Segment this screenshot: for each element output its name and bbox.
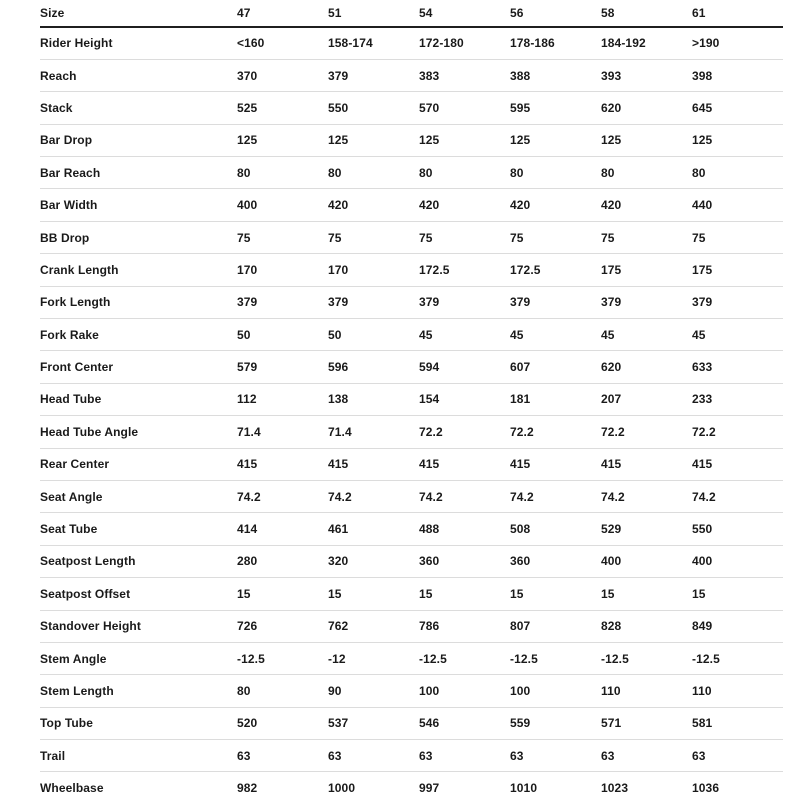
- cell-value: 90: [328, 675, 419, 707]
- cell-value: 71.4: [237, 416, 328, 448]
- cell-value: 80: [237, 157, 328, 189]
- cell-value: -12.5: [601, 642, 692, 674]
- row-label: Stack: [40, 92, 237, 124]
- cell-value: <160: [237, 27, 328, 59]
- cell-value: 595: [510, 92, 601, 124]
- cell-value: 633: [692, 351, 783, 383]
- cell-value: 607: [510, 351, 601, 383]
- cell-value: 400: [692, 545, 783, 577]
- cell-value: 172.5: [510, 254, 601, 286]
- cell-value: 420: [328, 189, 419, 221]
- cell-value: 620: [601, 92, 692, 124]
- cell-value: 125: [419, 124, 510, 156]
- cell-value: 75: [601, 221, 692, 253]
- cell-value: 75: [328, 221, 419, 253]
- table-row: [40, 351, 783, 383]
- cell-value: 570: [419, 92, 510, 124]
- cell-value: 581: [692, 707, 783, 739]
- cell-value: 125: [328, 124, 419, 156]
- row-label: Fork Length: [40, 286, 237, 318]
- cell-value: 63: [328, 740, 419, 772]
- cell-value: 72.2: [419, 416, 510, 448]
- row-label: Wheelbase: [40, 772, 237, 800]
- table-header: [40, 0, 783, 27]
- cell-value: 420: [419, 189, 510, 221]
- row-label: Seat Tube: [40, 513, 237, 545]
- cell-value: 110: [692, 675, 783, 707]
- cell-value: 63: [419, 740, 510, 772]
- cell-value: 72.2: [601, 416, 692, 448]
- table-row: [40, 448, 783, 480]
- cell-value: 75: [510, 221, 601, 253]
- cell-value: 63: [237, 740, 328, 772]
- cell-value: 415: [692, 448, 783, 480]
- table-row: [40, 189, 783, 221]
- column-header: 54: [419, 0, 510, 27]
- cell-value: 1023: [601, 772, 692, 800]
- cell-value: 420: [601, 189, 692, 221]
- cell-value: 415: [419, 448, 510, 480]
- cell-value: 75: [692, 221, 783, 253]
- cell-value: 80: [419, 157, 510, 189]
- cell-value: 360: [510, 545, 601, 577]
- cell-value: 45: [692, 319, 783, 351]
- cell-value: 15: [601, 578, 692, 610]
- cell-value: 184-192: [601, 27, 692, 59]
- cell-value: 828: [601, 610, 692, 642]
- cell-value: 74.2: [419, 480, 510, 512]
- cell-value: 414: [237, 513, 328, 545]
- row-label: Fork Rake: [40, 319, 237, 351]
- table-row: [40, 707, 783, 739]
- cell-value: 74.2: [328, 480, 419, 512]
- cell-value: 379: [419, 286, 510, 318]
- cell-value: 379: [510, 286, 601, 318]
- cell-value: 415: [601, 448, 692, 480]
- cell-value: 233: [692, 383, 783, 415]
- cell-value: 1010: [510, 772, 601, 800]
- row-label: BB Drop: [40, 221, 237, 253]
- cell-value: 15: [692, 578, 783, 610]
- cell-value: >190: [692, 27, 783, 59]
- table-row: [40, 675, 783, 707]
- table-row: [40, 92, 783, 124]
- table-row: [40, 578, 783, 610]
- table-row: [40, 124, 783, 156]
- cell-value: 74.2: [510, 480, 601, 512]
- cell-value: 125: [601, 124, 692, 156]
- cell-value: -12.5: [692, 642, 783, 674]
- cell-value: 546: [419, 707, 510, 739]
- cell-value: 45: [419, 319, 510, 351]
- cell-value: 158-174: [328, 27, 419, 59]
- cell-value: 379: [237, 286, 328, 318]
- cell-value: 997: [419, 772, 510, 800]
- cell-value: 15: [237, 578, 328, 610]
- table-row: [40, 513, 783, 545]
- cell-value: 400: [601, 545, 692, 577]
- cell-value: 63: [601, 740, 692, 772]
- cell-value: 110: [601, 675, 692, 707]
- cell-value: 72.2: [692, 416, 783, 448]
- cell-value: 550: [328, 92, 419, 124]
- cell-value: 400: [237, 189, 328, 221]
- cell-value: 529: [601, 513, 692, 545]
- cell-value: 393: [601, 59, 692, 91]
- column-header: 47: [237, 0, 328, 27]
- cell-value: 50: [328, 319, 419, 351]
- table-row: [40, 254, 783, 286]
- cell-value: 50: [237, 319, 328, 351]
- table-row: [40, 383, 783, 415]
- cell-value: 207: [601, 383, 692, 415]
- cell-value: 550: [692, 513, 783, 545]
- cell-value: 170: [328, 254, 419, 286]
- cell-value: 849: [692, 610, 783, 642]
- cell-value: 63: [510, 740, 601, 772]
- cell-value: 537: [328, 707, 419, 739]
- table-row: [40, 610, 783, 642]
- cell-value: 75: [237, 221, 328, 253]
- row-label: Seat Angle: [40, 480, 237, 512]
- cell-value: 508: [510, 513, 601, 545]
- cell-value: 125: [237, 124, 328, 156]
- cell-value: -12: [328, 642, 419, 674]
- column-header: 61: [692, 0, 783, 27]
- column-header: 56: [510, 0, 601, 27]
- row-label: Seatpost Length: [40, 545, 237, 577]
- cell-value: 807: [510, 610, 601, 642]
- cell-value: 125: [510, 124, 601, 156]
- row-label: Seatpost Offset: [40, 578, 237, 610]
- cell-value: 280: [237, 545, 328, 577]
- cell-value: 559: [510, 707, 601, 739]
- row-label: Crank Length: [40, 254, 237, 286]
- table-row: [40, 221, 783, 253]
- table-row: [40, 545, 783, 577]
- cell-value: 571: [601, 707, 692, 739]
- table-row: [40, 27, 783, 59]
- cell-value: 80: [601, 157, 692, 189]
- row-label: Front Center: [40, 351, 237, 383]
- cell-value: 645: [692, 92, 783, 124]
- cell-value: 75: [419, 221, 510, 253]
- row-label: Stem Angle: [40, 642, 237, 674]
- cell-value: 420: [510, 189, 601, 221]
- header-row: [40, 0, 783, 27]
- cell-value: 71.4: [328, 416, 419, 448]
- row-label: Bar Width: [40, 189, 237, 221]
- cell-value: 100: [419, 675, 510, 707]
- row-label: Top Tube: [40, 707, 237, 739]
- cell-value: 172-180: [419, 27, 510, 59]
- cell-value: 786: [419, 610, 510, 642]
- cell-value: 74.2: [237, 480, 328, 512]
- cell-value: 415: [510, 448, 601, 480]
- cell-value: 360: [419, 545, 510, 577]
- column-header: 58: [601, 0, 692, 27]
- table-body: [40, 27, 783, 800]
- cell-value: 379: [328, 286, 419, 318]
- cell-value: 594: [419, 351, 510, 383]
- row-label: Rider Height: [40, 27, 237, 59]
- cell-value: 72.2: [510, 416, 601, 448]
- cell-value: 15: [419, 578, 510, 610]
- cell-value: 80: [237, 675, 328, 707]
- cell-value: 488: [419, 513, 510, 545]
- cell-value: 379: [692, 286, 783, 318]
- cell-value: 415: [237, 448, 328, 480]
- cell-value: 982: [237, 772, 328, 800]
- cell-value: 520: [237, 707, 328, 739]
- cell-value: 579: [237, 351, 328, 383]
- cell-value: 63: [692, 740, 783, 772]
- cell-value: 80: [692, 157, 783, 189]
- row-label: Standover Height: [40, 610, 237, 642]
- table-row: [40, 157, 783, 189]
- table-row: [40, 642, 783, 674]
- cell-value: 175: [692, 254, 783, 286]
- cell-value: -12.5: [510, 642, 601, 674]
- cell-value: 175: [601, 254, 692, 286]
- cell-value: 170: [237, 254, 328, 286]
- column-header-size: Size: [40, 0, 237, 27]
- cell-value: 596: [328, 351, 419, 383]
- cell-value: 762: [328, 610, 419, 642]
- cell-value: 80: [328, 157, 419, 189]
- table-row: [40, 416, 783, 448]
- cell-value: 379: [601, 286, 692, 318]
- cell-value: 45: [510, 319, 601, 351]
- cell-value: 74.2: [601, 480, 692, 512]
- row-label: Trail: [40, 740, 237, 772]
- cell-value: 154: [419, 383, 510, 415]
- table-row: [40, 319, 783, 351]
- column-header: 51: [328, 0, 419, 27]
- cell-value: 138: [328, 383, 419, 415]
- geometry-table-container: [40, 0, 783, 800]
- row-label: Bar Drop: [40, 124, 237, 156]
- cell-value: 415: [328, 448, 419, 480]
- table-row: [40, 286, 783, 318]
- cell-value: 15: [510, 578, 601, 610]
- cell-value: 15: [328, 578, 419, 610]
- row-label: Head Tube: [40, 383, 237, 415]
- cell-value: 100: [510, 675, 601, 707]
- cell-value: 1000: [328, 772, 419, 800]
- cell-value: 320: [328, 545, 419, 577]
- geometry-table: [40, 0, 783, 800]
- cell-value: 172.5: [419, 254, 510, 286]
- row-label: Stem Length: [40, 675, 237, 707]
- row-label: Rear Center: [40, 448, 237, 480]
- row-label: Bar Reach: [40, 157, 237, 189]
- table-row: [40, 59, 783, 91]
- cell-value: 181: [510, 383, 601, 415]
- cell-value: 112: [237, 383, 328, 415]
- cell-value: 125: [692, 124, 783, 156]
- cell-value: 74.2: [692, 480, 783, 512]
- cell-value: 379: [328, 59, 419, 91]
- table-row: [40, 740, 783, 772]
- cell-value: 178-186: [510, 27, 601, 59]
- cell-value: 388: [510, 59, 601, 91]
- row-label: Head Tube Angle: [40, 416, 237, 448]
- cell-value: 461: [328, 513, 419, 545]
- cell-value: 398: [692, 59, 783, 91]
- table-row: [40, 772, 783, 800]
- cell-value: 370: [237, 59, 328, 91]
- table-row: [40, 480, 783, 512]
- cell-value: 80: [510, 157, 601, 189]
- cell-value: 383: [419, 59, 510, 91]
- cell-value: -12.5: [237, 642, 328, 674]
- cell-value: 726: [237, 610, 328, 642]
- cell-value: 45: [601, 319, 692, 351]
- row-label: Reach: [40, 59, 237, 91]
- cell-value: -12.5: [419, 642, 510, 674]
- cell-value: 1036: [692, 772, 783, 800]
- cell-value: 440: [692, 189, 783, 221]
- cell-value: 620: [601, 351, 692, 383]
- cell-value: 525: [237, 92, 328, 124]
